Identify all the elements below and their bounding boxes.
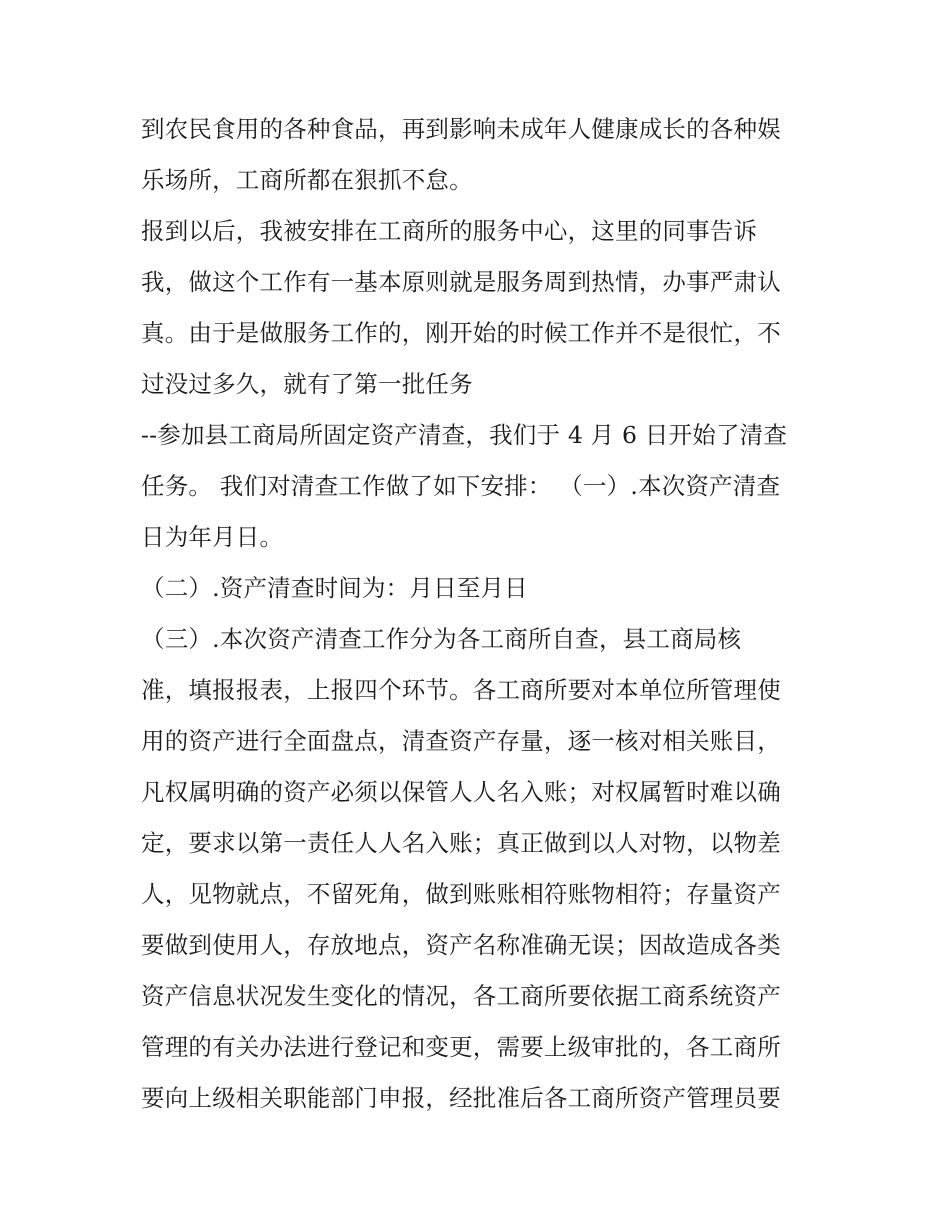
text-line: 人，见物就点，不留死角，做到账账相符账物相符；存量资产: [141, 880, 781, 908]
text-line: 过没过多久，就有了第一批任务: [141, 370, 473, 398]
text-line: 准，填报报表，上报四个环节。各工商所要对本单位所管理使: [141, 676, 781, 704]
text-line: 真。由于是做服务工作的，刚开始的时候工作并不是很忙，不: [141, 319, 781, 347]
text-line: 用的资产进行全面盘点，清查资产存量，逐一核对相关账目，: [141, 727, 781, 755]
text-line: 要向上级相关职能部门申报，经批准后各工商所资产管理员要: [141, 1084, 781, 1112]
text-line: 定，要求以第一责任人人名入账；真正做到以人对物，以物差: [141, 829, 781, 857]
text-line: 日为年月日。: [141, 523, 284, 551]
text-line: 任务。 我们对清查工作做了如下安排： （一）.本次资产清查: [141, 472, 781, 500]
text-line: 我，做这个工作有一基本原则就是服务周到热情，办事严肃认: [141, 268, 781, 296]
text-line: 乐场所，工商所都在狠抓不怠。: [141, 166, 473, 194]
text-line: 资产信息状况发生变化的情况，各工商所要依据工商系统资产: [141, 982, 781, 1010]
text-line: --参加县工商局所固定资产清查，我们于 4 月 6 日开始了清查: [141, 421, 788, 449]
text-line: 管理的有关办法进行登记和变更，需要上级审批的，各工商所: [141, 1033, 781, 1061]
text-line: （三）.本次资产清查工作分为各工商所自查，县工商局核: [141, 625, 742, 653]
text-line: 到农民食用的各种食品，再到影响未成年人健康成长的各种娱: [141, 115, 781, 143]
text-line: 要做到使用人，存放地点，资产名称准确无误；因故造成各类: [141, 931, 781, 959]
document-body: [141, 104, 831, 1124]
text-line: 凡权属明确的资产必须以保管人人名入账；对权属暂时难以确: [141, 778, 781, 806]
text-line: （二）.资产清查时间为：月日至月日: [141, 574, 528, 602]
text-line: 报到以后，我被安排在工商所的服务中心，这里的同事告诉: [141, 217, 758, 245]
